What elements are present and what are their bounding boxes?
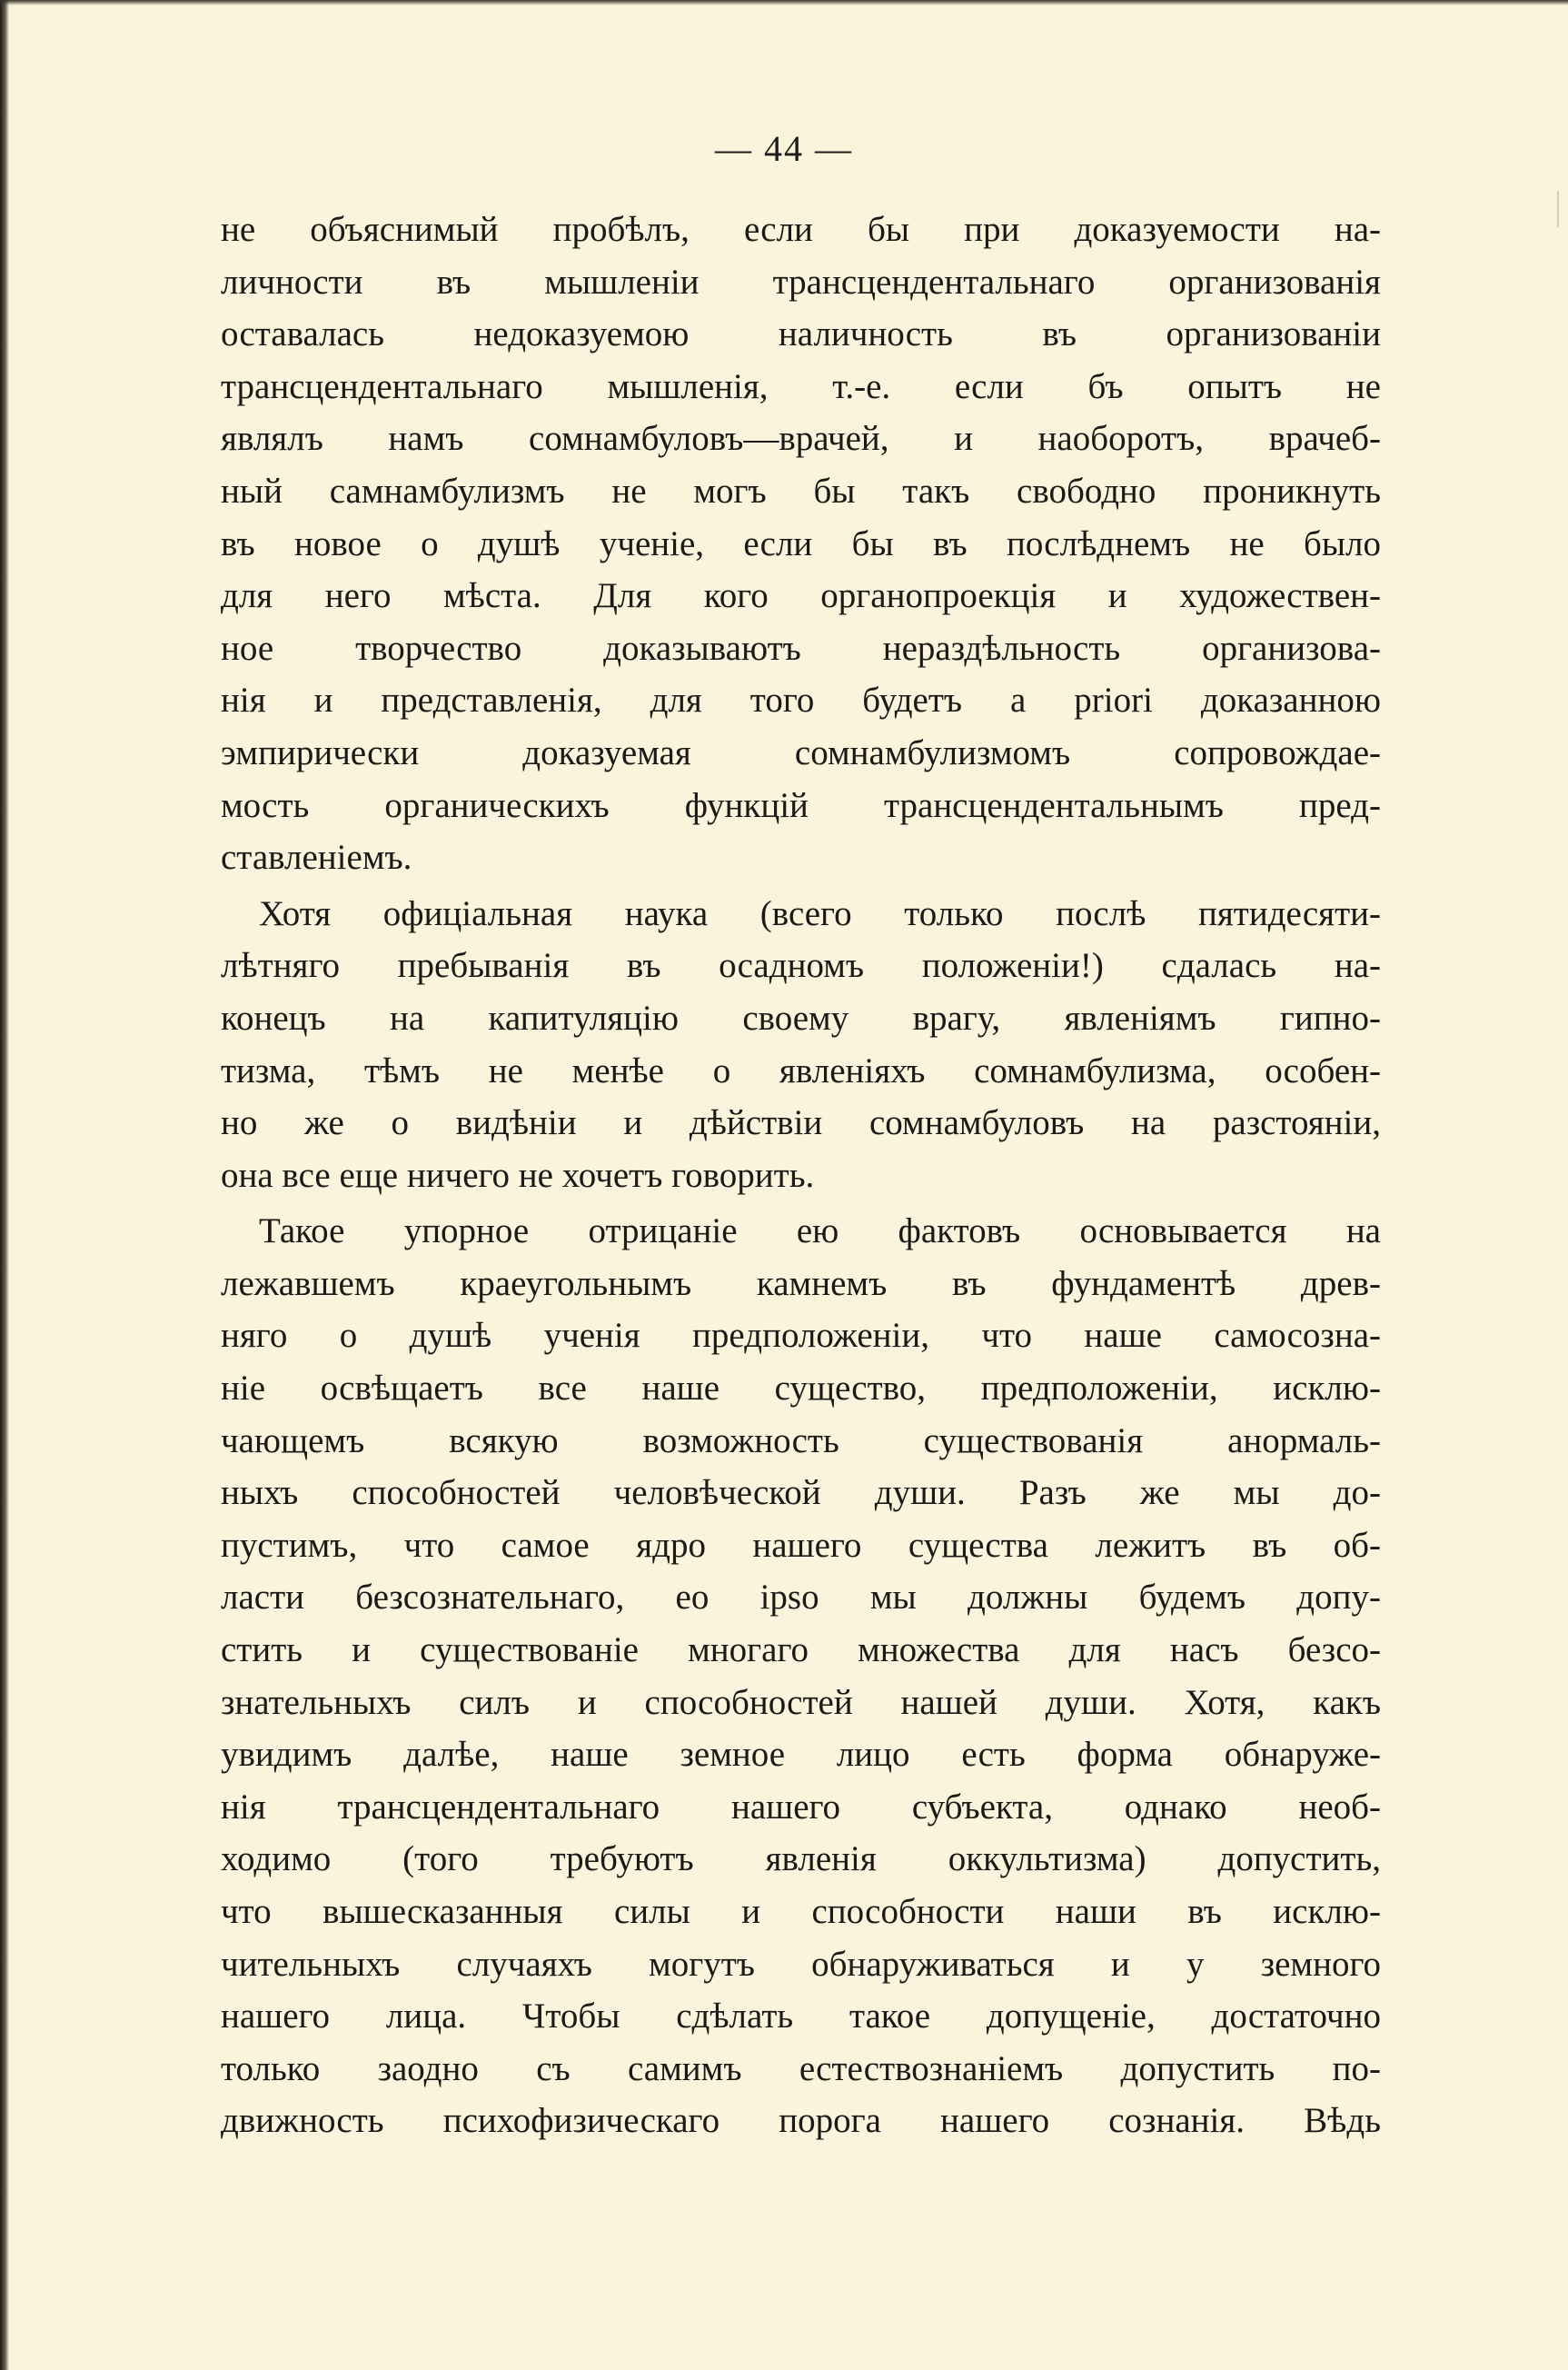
text-line: эмпирически доказуемая сомнамбулизмомъ сопровождае- bbox=[221, 732, 1381, 772]
text-line: но же о видѣніи и дѣйствіи сомнамбуловъ на разстояніи, bbox=[221, 1103, 1381, 1143]
text-line: ніе освѣщаетъ все наше существо, предположеніи, исклю- bbox=[221, 1369, 1381, 1409]
text-line: ный самнамбулизмъ не могъ бы такъ свободно проникнуть bbox=[221, 471, 1381, 511]
text-line: няго о душѣ ученія предположеніи, что наше самосозна- bbox=[221, 1316, 1381, 1356]
text-line: движность психофизическаго порога нашего сознанія. Вѣдь bbox=[221, 2101, 1381, 2141]
text-line: лежавшемъ краеугольнымъ камнемъ въ фундаментѣ древ- bbox=[221, 1263, 1381, 1303]
text-line: оставалась недоказуемою наличность въ организованіи bbox=[221, 314, 1381, 354]
margin-pencil-mark bbox=[1535, 191, 1559, 227]
text-line: ласти безсознательнаго, eo ipso мы должны будемъ допу- bbox=[221, 1578, 1381, 1618]
text-line: увидимъ далѣе, наше земное лицо есть форма обнаруже- bbox=[221, 1735, 1381, 1775]
text-line: личности въ мышленіи трансцендентальнаго организованія bbox=[221, 262, 1381, 302]
text-line: трансцендентальнаго мышленія, т.-е. если бъ опытъ не bbox=[221, 366, 1381, 406]
text-line: нашего лица. Чтобы сдѣлать такое допущеніе, достаточно bbox=[221, 1997, 1381, 2036]
text-line: въ новое о душѣ ученіе, если бы въ послѣднемъ не было bbox=[221, 523, 1381, 563]
text-line: что вышесказанныя силы и способности наши въ исклю- bbox=[221, 1892, 1381, 1931]
page-binding-shadow bbox=[0, 0, 9, 2370]
page-top-shadow bbox=[0, 0, 1568, 5]
text-line: ходимо (того требуютъ явленія оккультизма) допустить, bbox=[221, 1839, 1381, 1879]
text-line: Такое упорное отрицаніе ею фактовъ основывается на bbox=[259, 1211, 1381, 1251]
text-line: тизма, тѣмъ не менѣе о явленіяхъ сомнамбулизма, особен- bbox=[221, 1051, 1381, 1090]
text-line: чающемъ всякую возможность существованія анормаль- bbox=[221, 1420, 1381, 1460]
page-number: — 44 — bbox=[715, 128, 853, 169]
text-line: ное творчество доказываютъ нераздѣльность организова- bbox=[221, 628, 1381, 668]
text-line: являлъ намъ сомнамбуловъ—врачей, и наоборотъ, врачеб- bbox=[221, 419, 1381, 459]
text-line: только заодно съ самимъ естествознаніемъ допустить по- bbox=[221, 2048, 1381, 2088]
text-line: чительныхъ случаяхъ могутъ обнаруживаться и у земного bbox=[221, 1944, 1381, 1984]
text-line: стить и существованіе многаго множества для насъ безсо- bbox=[221, 1630, 1381, 1670]
text-line: конецъ на капитуляцію своему врагу, явленіямъ гипно- bbox=[221, 998, 1381, 1038]
text-line: не объяснимый пробѣлъ, если бы при доказуемости на- bbox=[221, 210, 1381, 249]
text-line: мость органическихъ функцій трансцендентальнымъ пред- bbox=[221, 785, 1381, 825]
text-line: лѣтняго пребыванія въ осадномъ положеніи!) сдалась на- bbox=[221, 946, 1381, 986]
paragraph-3 bbox=[221, 1205, 1381, 2147]
text-line: Хотя офиціальная наука (всего только послѣ пятидесяти- bbox=[259, 893, 1381, 933]
body-text bbox=[221, 204, 1381, 2147]
paragraph-2 bbox=[221, 888, 1381, 1202]
text-line: она все еще ничего не хочетъ говорить. bbox=[221, 1155, 815, 1195]
text-line: нія трансцендентальнаго нашего субъекта, однако необ- bbox=[221, 1787, 1381, 1827]
text-line: пустимъ, что самое ядро нашего существа лежитъ въ об- bbox=[221, 1525, 1381, 1565]
text-line: знательныхъ силъ и способностей нашей души. Хотя, какъ bbox=[221, 1682, 1381, 1722]
text-line: нія и представленія, для того будетъ a priori доказанною bbox=[221, 681, 1381, 721]
text-line: ныхъ способностей человѣческой души. Разъ же мы до- bbox=[221, 1473, 1381, 1513]
paragraph-1 bbox=[221, 204, 1381, 884]
text-line: ставленіемъ. bbox=[221, 838, 412, 878]
text-line: для него мѣста. Для кого органопроекція и художествен- bbox=[221, 576, 1381, 616]
